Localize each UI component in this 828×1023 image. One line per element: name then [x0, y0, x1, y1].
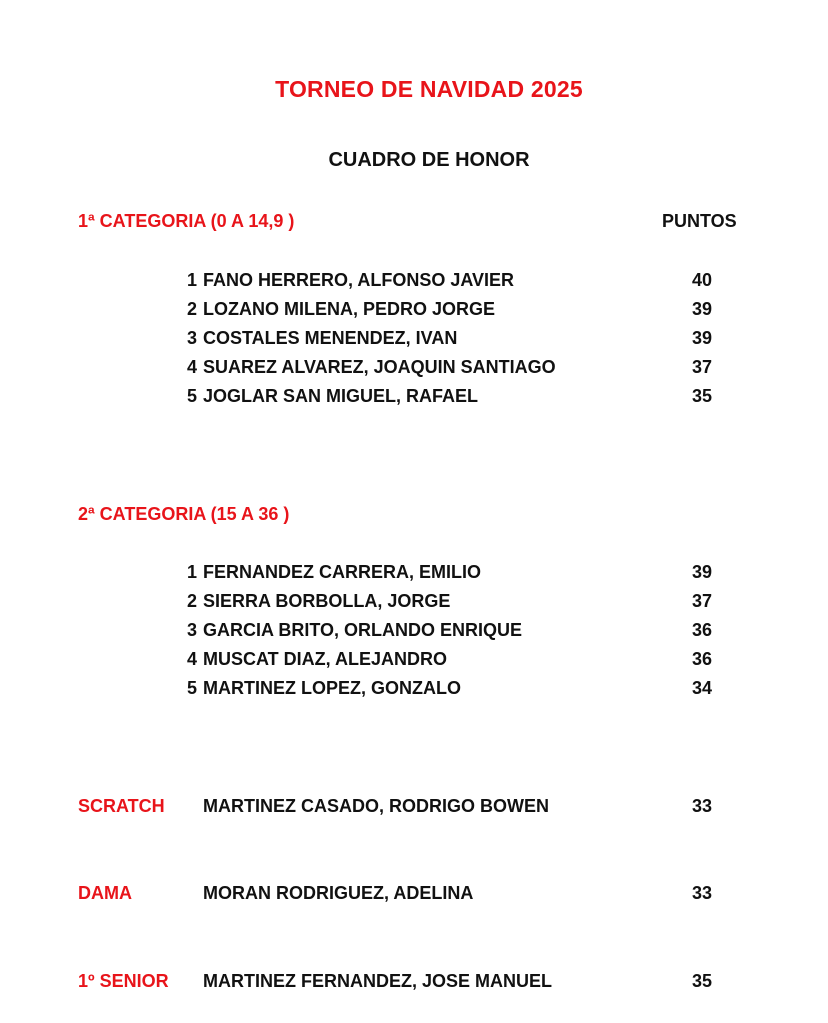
award-label: SCRATCH — [78, 796, 165, 816]
points-column-header: PUNTOS — [662, 211, 737, 231]
table-row — [0, 299, 828, 323]
award-points: 35 — [691, 971, 713, 991]
row-position: 1 — [186, 270, 197, 290]
table-row — [0, 386, 828, 410]
row-position: 4 — [186, 649, 197, 669]
row-points: 40 — [691, 270, 713, 290]
special-award-scratch — [0, 796, 828, 820]
category-1-heading: 1ª CATEGORIA (0 A 14,9 ) — [78, 211, 295, 231]
award-player-name: MARTINEZ FERNANDEZ, JOSE MANUEL — [203, 971, 553, 991]
row-position: 3 — [186, 620, 197, 640]
row-position: 5 — [186, 386, 197, 406]
row-points: 37 — [691, 591, 713, 611]
row-position: 2 — [186, 591, 197, 611]
row-player-name: COSTALES MENENDEZ, IVAN — [203, 328, 458, 348]
page-title: TORNEO DE NAVIDAD 2025 — [275, 76, 583, 102]
special-award-senior — [0, 971, 828, 995]
row-player-name: GARCIA BRITO, ORLANDO ENRIQUE — [203, 620, 523, 640]
award-points: 33 — [691, 883, 713, 903]
row-points: 39 — [691, 299, 713, 319]
special-award-dama — [0, 883, 828, 907]
page-subtitle: CUADRO DE HONOR — [328, 149, 530, 171]
table-row — [0, 620, 828, 644]
row-points: 36 — [691, 620, 713, 640]
table-row — [0, 562, 828, 586]
award-player-name: MARTINEZ CASADO, RODRIGO BOWEN — [203, 796, 549, 816]
row-player-name: FANO HERRERO, ALFONSO JAVIER — [203, 270, 515, 290]
row-player-name: SUAREZ ALVAREZ, JOAQUIN SANTIAGO — [203, 357, 556, 377]
row-points: 36 — [691, 649, 713, 669]
row-position: 4 — [186, 357, 197, 377]
row-player-name: JOGLAR SAN MIGUEL, RAFAEL — [203, 386, 479, 406]
row-player-name: MUSCAT DIAZ, ALEJANDRO — [203, 649, 447, 669]
row-points: 37 — [691, 357, 713, 377]
row-player-name: MARTINEZ LOPEZ, GONZALO — [203, 678, 461, 698]
award-points: 33 — [691, 796, 713, 816]
row-points: 35 — [691, 386, 713, 406]
award-player-name: MORAN RODRIGUEZ, ADELINA — [203, 883, 474, 903]
row-points: 39 — [691, 562, 713, 582]
row-player-name: LOZANO MILENA, PEDRO JORGE — [203, 299, 496, 319]
table-row — [0, 328, 828, 352]
award-label: DAMA — [78, 883, 132, 903]
row-points: 39 — [691, 328, 713, 348]
table-row — [0, 678, 828, 702]
row-player-name: SIERRA BORBOLLA, JORGE — [203, 591, 451, 611]
row-position: 1 — [186, 562, 197, 582]
table-row — [0, 357, 828, 381]
row-position: 2 — [186, 299, 197, 319]
row-player-name: FERNANDEZ CARRERA, EMILIO — [203, 562, 481, 582]
category-2-heading: 2ª CATEGORIA (15 A 36 ) — [78, 504, 290, 524]
table-row — [0, 270, 828, 294]
row-position: 3 — [186, 328, 197, 348]
table-row — [0, 591, 828, 615]
award-label: 1º SENIOR — [78, 971, 169, 991]
row-position: 5 — [186, 678, 197, 698]
row-points: 34 — [691, 678, 713, 698]
table-row — [0, 649, 828, 673]
